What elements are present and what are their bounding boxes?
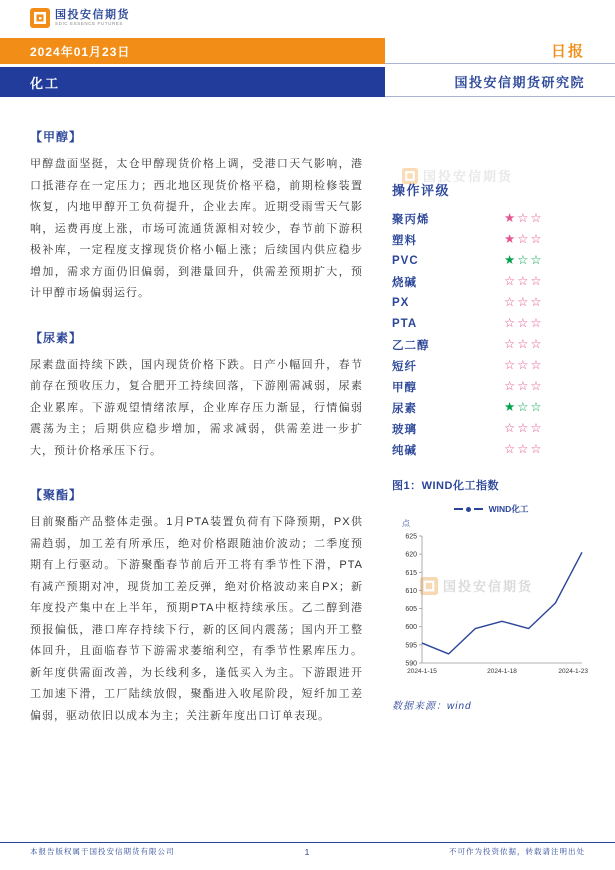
section-methanol [30, 128, 363, 305]
section-text: 尿素盘面持续下跌，国内现货价格下跌。日产小幅回升，春节前存在预收压力，复合肥开工持续回落，下游刚需减弱，尿素企业累库。下游观望情绪浓厚，企业库存压力渐显，行情偏弱震荡为主；后期供应稳步增加，需求减弱，供需差进一步扩大，预计价格承压下行。 [30, 358, 363, 457]
rating-stars: ★☆☆ [504, 400, 544, 415]
sidebar [392, 180, 590, 712]
rating-product-name: 玻璃 [392, 423, 417, 436]
rating-stars: ☆☆☆ [504, 337, 544, 352]
section-polyester [30, 486, 363, 727]
page-number: 1 [304, 846, 311, 857]
rating-row [392, 313, 590, 334]
rating-stars: ★☆☆ [504, 232, 544, 247]
svg-text:615: 615 [405, 569, 417, 577]
legend-dot-marker [466, 507, 471, 512]
rating-row [392, 439, 590, 460]
section-title: 【聚酯】 [30, 488, 83, 502]
rating-stars: ★☆☆ [504, 253, 544, 268]
rating-stars: ☆☆☆ [504, 274, 544, 289]
brand-logo-text: 国投安信期货 [55, 9, 130, 22]
rating-row [392, 250, 590, 271]
svg-text:600: 600 [405, 624, 417, 632]
svg-text:2024-1-23: 2024-1-23 [558, 668, 588, 675]
rating-product-name: PTA [392, 317, 418, 330]
report-type: 日报 [385, 38, 615, 64]
svg-text:625: 625 [405, 533, 417, 541]
brand-logo-icon [30, 8, 50, 28]
rating-stars: ☆☆☆ [504, 379, 544, 394]
rating-stars: ☆☆☆ [504, 316, 544, 331]
header-band-category [0, 67, 615, 97]
rating-row [392, 418, 590, 439]
rating-stars: ☆☆☆ [504, 358, 544, 373]
svg-text:605: 605 [405, 606, 417, 614]
rating-product-name: 短纤 [392, 360, 417, 373]
figure-title: 图1：WIND化工指数 [392, 480, 499, 492]
rating-stars: ☆☆☆ [504, 295, 544, 310]
rating-stars: ☆☆☆ [504, 442, 544, 457]
rating-product-name: 塑料 [392, 234, 417, 247]
rating-stars: ★☆☆ [504, 211, 544, 226]
rating-product-name: PX [392, 296, 410, 309]
header-band-date [0, 38, 615, 64]
brand-logo-subtext: SDIC ESSENCE FUTURES [55, 20, 124, 26]
report-category: 化工 [0, 67, 385, 97]
ratings-title: 操作评级 [392, 183, 451, 198]
rating-product-name: 纯碱 [392, 444, 417, 457]
section-urea [30, 329, 363, 463]
rating-row [392, 355, 590, 376]
rating-product-name: 聚丙烯 [392, 213, 430, 226]
svg-text:590: 590 [405, 660, 417, 668]
data-source-note: 数据来源：wind [392, 701, 472, 712]
watermark-text: 国投安信期货 [423, 169, 514, 184]
footer-copyright: 本报告版权属于国投安信期货有限公司 [30, 847, 175, 856]
section-text: 甲醇盘面坚挺，太仓甲醇现货价格上调，受港口天气影响，港口抵港存在一定压力；西北地区现货价格平稳，前期检修装置恢复，内地甲醇开工负荷提升，企业去库。近期受雨雪天气影响，运费再度上涨，市场可流通货源相对较少，春节前下游积极补库，一定程度支撑现货价格小幅上涨；后续国内供应稳步增加，需求方面仍旧偏弱，到港量回升，供需差预期扩大，预计甲醇市场偏弱运行。 [30, 158, 363, 299]
report-date: 2024年01月23日 [0, 38, 385, 64]
rating-row [392, 229, 590, 250]
report-body [30, 128, 363, 751]
watermark-text: 国投安信期货 [443, 578, 534, 594]
legend-series-label: WIND化工 [488, 504, 529, 514]
rating-product-name: 甲醇 [392, 381, 417, 394]
brand-logo [30, 8, 130, 28]
svg-text:2024-1-15: 2024-1-15 [407, 668, 437, 675]
section-title: 【尿素】 [30, 330, 83, 345]
rating-row [392, 208, 590, 229]
rating-row [392, 397, 590, 418]
rating-row [392, 271, 590, 292]
section-title: 【甲醇】 [30, 130, 83, 144]
rating-row [392, 292, 590, 313]
rating-product-name: PVC [392, 254, 419, 267]
footer-disclaimer: 不可作为投资依据，转载请注明出处 [449, 847, 585, 856]
chart-legend [392, 503, 590, 515]
rating-stars: ☆☆☆ [504, 421, 544, 436]
rating-product-name: 乙二醇 [392, 339, 430, 352]
line-chart-canvas [392, 531, 590, 681]
institute-name: 国投安信期货研究院 [385, 67, 615, 97]
legend-line-segment [474, 508, 483, 510]
page-footer [0, 842, 615, 857]
svg-text:595: 595 [405, 642, 417, 650]
rating-row [392, 376, 590, 397]
y-axis-unit-label: 点 [402, 519, 410, 528]
rating-row [392, 334, 590, 355]
section-text: 目前聚酯产品整体走强。1月PTA装置负荷有下降预期，PX供需趋弱，加工差有所承压，绝对价格跟随油价波动；二季度预期有上行驱动。下游聚酯春节前后开工将有季节性下滑，PTA有减产预期对冲，现货加工差反弹，绝对价格波动来自PX；新年度投产集中在上半年，预期PTA中枢持续承压。乙二醇到港预报偏低，港口库存持续下行，新的区间内震荡；国内开工整体回升，且面临春节下游需求萎缩利空，有季节性累库压力。新年度供需面改善，为长线利多，逢低买入为主。下游跟进开工加速下滑，工厂陆续放假，聚酯进入收尾阶段，短纤加工差偏弱，驱动依旧以成本为主；关注新年度出口订单表现。 [30, 516, 363, 722]
svg-text:2024-1-18: 2024-1-18 [487, 668, 517, 675]
svg-text:610: 610 [405, 587, 417, 595]
rating-product-name: 烧碱 [392, 276, 417, 289]
rating-product-name: 尿素 [392, 402, 417, 415]
svg-text:620: 620 [405, 551, 417, 559]
wind-chemical-index-chart [392, 503, 590, 681]
legend-line-segment [454, 508, 463, 510]
